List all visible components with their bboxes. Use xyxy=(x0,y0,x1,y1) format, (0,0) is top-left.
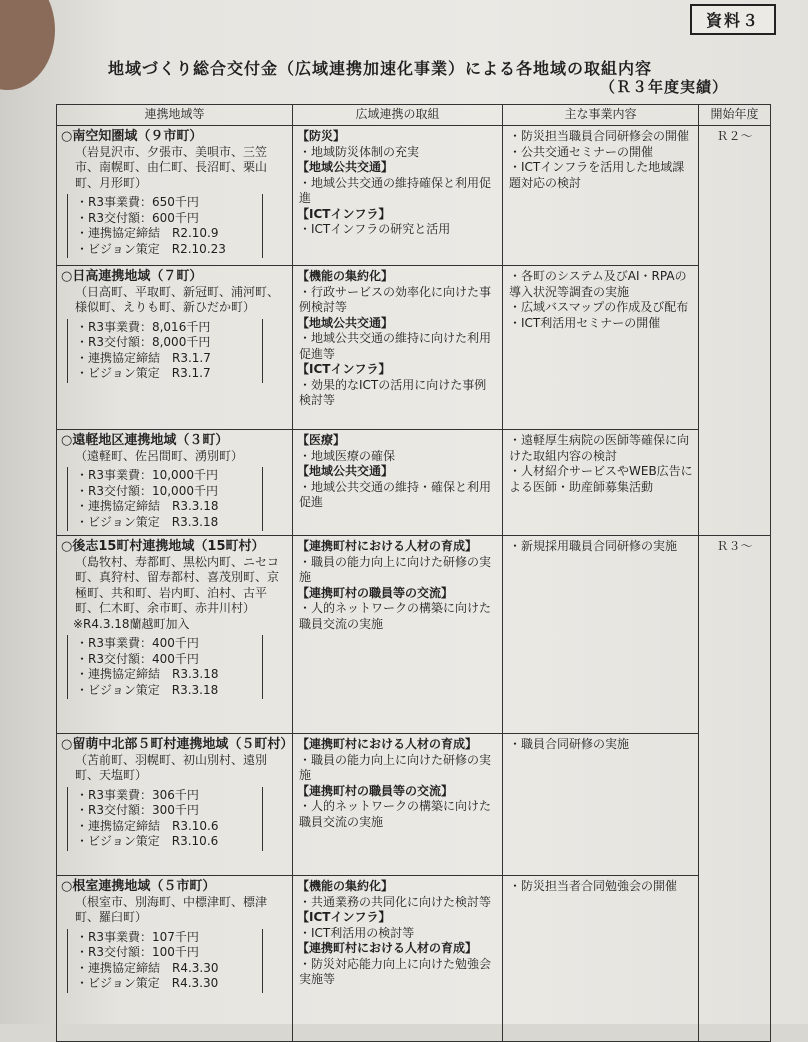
table-row xyxy=(57,536,771,734)
region-stats xyxy=(67,787,263,851)
effort-category: 【連携町村における人材の育成】 xyxy=(297,737,478,751)
stat-line: ・R3事業費：10,000千円 xyxy=(76,468,218,482)
effort-category: 【防災】 xyxy=(297,129,346,143)
region-cell xyxy=(57,876,293,1042)
region-name: ○根室連携地域（５市町） xyxy=(61,879,216,894)
project-item: ・防災担当職員合同研修会の開催 xyxy=(509,129,690,143)
project-item: ・遠軽厚生病院の医師等確保に向けた取組内容の検討 xyxy=(509,433,690,463)
projects-cell xyxy=(503,126,699,266)
table-row xyxy=(57,430,771,536)
effort-item: ・防災対応能力向上に向けた勉強会実施等 xyxy=(299,956,492,986)
region-members: （根室市、別海町、中標津町、標津町、羅臼町） xyxy=(75,894,268,924)
effort-item: ・行政サービスの効率化に向けた事例検討等 xyxy=(299,284,492,314)
region-note: ※R4.3.18蘭越町加入 xyxy=(73,616,190,631)
stat-line: ・連携協定締結 R3.3.18 xyxy=(76,499,219,513)
region-members: （遠軽町、佐呂間町、湧別町） xyxy=(75,448,244,463)
project-item: ・職員合同研修の実施 xyxy=(509,737,630,751)
effort-category: 【医療】 xyxy=(297,433,346,447)
region-cell xyxy=(57,536,293,734)
header-efforts: 広域連携の取組 xyxy=(293,105,503,126)
effort-category: 【連携町村の職員等の交流】 xyxy=(297,783,454,798)
effort-item: ・職員の能力向上に向けた研修の実施 xyxy=(299,554,492,584)
header-start-year: 開始年度 xyxy=(699,105,771,126)
project-item: ・防災担当者合同勉強会の開催 xyxy=(509,879,678,893)
stat-line: ・ビジョン策定 R2.10.23 xyxy=(76,241,226,256)
stat-line: ・R3交付額：300千円 xyxy=(76,803,199,817)
effort-category: 【機能の集約化】 xyxy=(297,269,394,283)
region-stats xyxy=(67,635,263,699)
table-row xyxy=(57,734,771,876)
stat-line: ・R3事業費：400千円 xyxy=(76,636,199,650)
effort-item: ・地域医療の確保 xyxy=(299,448,396,463)
region-name: ○遠軽地区連携地域（３町） xyxy=(61,433,229,448)
project-item: ・ICT利活用セミナーの開催 xyxy=(509,315,661,330)
stat-line: ・ビジョン策定 R3.1.7 xyxy=(76,366,211,380)
region-stats xyxy=(67,467,263,531)
region-members: （岩見沢市、夕張市、美唄市、三笠市、南幌町、由仁町、長沼町、栗山町、月形町） xyxy=(75,144,268,190)
project-item: ・人材紹介サービスやWEB広告による医師・助産師募集活動 xyxy=(509,464,693,494)
stat-line: ・ビジョン策定 R4.3.30 xyxy=(76,976,219,990)
header-projects: 主な事業内容 xyxy=(503,105,699,126)
effort-category: 【機能の集約化】 xyxy=(297,879,394,893)
region-members: （日高町、平取町、新冠町、浦河町、様似町、えりも町、新ひだか町） xyxy=(75,284,280,314)
effort-category: 【連携町村の職員等の交流】 xyxy=(297,585,454,600)
region-name: ○南空知圏域（９市町） xyxy=(61,129,203,144)
stat-line: ・連携協定締結 R3.1.7 xyxy=(76,350,211,365)
effort-item: ・地域公共交通の維持に向けた利用促進等 xyxy=(299,331,492,361)
projects-cell xyxy=(503,536,699,734)
stat-line: ・R3事業費：306千円 xyxy=(76,787,199,802)
stat-line: ・R3交付額：100千円 xyxy=(76,945,199,959)
effort-item: ・人的ネットワークの構築に向けた職員交流の実施 xyxy=(299,799,492,829)
table-row xyxy=(57,876,771,1042)
document-tag: 資料３ xyxy=(690,4,776,35)
efforts-cell xyxy=(293,536,503,734)
regions-table xyxy=(56,104,771,1042)
table-row xyxy=(57,126,771,266)
region-cell xyxy=(57,266,293,430)
region-cell xyxy=(57,734,293,876)
project-item: ・各町のシステム及びAI・RPAの導入状況等調査の実施 xyxy=(509,269,687,299)
effort-item: ・地域公共交通の維持・確保と利用促進 xyxy=(299,479,492,509)
header-region: 連携地域等 xyxy=(57,105,293,126)
project-item: ・広域バスマップの作成及び配布 xyxy=(509,300,689,314)
stat-line: ・連携協定締結 R2.10.9 xyxy=(76,226,219,240)
stat-line: ・R3交付額：10,000千円 xyxy=(76,483,218,498)
region-members: （苫前町、羽幌町、初山別村、遠別町、天塩町） xyxy=(75,752,268,782)
efforts-cell xyxy=(293,126,503,266)
projects-cell xyxy=(503,430,699,536)
stat-line: ・R3交付額：8,000千円 xyxy=(76,335,211,349)
effort-category: 【地域公共交通】 xyxy=(297,315,394,330)
finger-shadow xyxy=(0,0,55,90)
table-header-row xyxy=(57,105,771,126)
stat-line: ・R3事業費：650千円 xyxy=(76,195,199,209)
region-stats xyxy=(67,319,263,383)
stat-line: ・連携協定締結 R3.3.18 xyxy=(76,667,219,681)
projects-cell xyxy=(503,734,699,876)
document-title: 地域づくり総合交付金（広域連携加速化事業）による各地域の取組内容 xyxy=(108,59,653,78)
stat-line: ・ビジョン策定 R3.3.18 xyxy=(76,514,219,529)
effort-category: 【ICTインフラ】 xyxy=(297,206,391,221)
projects-cell xyxy=(503,266,699,430)
stat-line: ・ビジョン策定 R3.3.18 xyxy=(76,682,219,697)
project-item: ・ICTインフラを活用した地域課題対応の検討 xyxy=(509,160,685,190)
effort-category: 【ICTインフラ】 xyxy=(297,910,391,924)
effort-item: ・共通業務の共同化に向けた検討等 xyxy=(299,894,492,909)
efforts-cell xyxy=(293,876,503,1042)
effort-category: 【地域公共交通】 xyxy=(297,160,394,174)
project-item: ・新規採用職員合同研修の実施 xyxy=(509,539,678,553)
region-members: （島牧村、寿都町、黒松内町、ニセコ町、真狩村、留寿都村、喜茂別町、京極町、共和町、岩内町、泊村、古平町、仁木町、余市町、赤井川村） xyxy=(75,554,280,615)
stat-line: ・R3事業費：8,016千円 xyxy=(76,319,211,334)
effort-item: ・職員の能力向上に向けた研修の実施 xyxy=(299,752,492,782)
effort-item: ・地域公共交通の維持確保と利用促進 xyxy=(299,175,492,205)
effort-category: 【連携町村における人材の育成】 xyxy=(297,941,478,955)
projects-cell xyxy=(503,876,699,1042)
efforts-cell xyxy=(293,734,503,876)
stat-line: ・ビジョン策定 R3.10.6 xyxy=(76,834,219,848)
region-name: ○留萌中北部５町村連携地域（５町村） xyxy=(61,737,294,752)
stat-line: ・R3事業費：107千円 xyxy=(76,929,199,944)
project-item: ・公共交通セミナーの開催 xyxy=(509,144,654,159)
region-name: ○後志15町村連携地域（15町村） xyxy=(61,539,265,554)
region-cell xyxy=(57,430,293,536)
stat-line: ・R3交付額：400千円 xyxy=(76,651,199,666)
effort-category: 【連携町村における人材の育成】 xyxy=(297,539,478,553)
stat-line: ・連携協定締結 R4.3.30 xyxy=(76,960,219,975)
effort-item: ・ICT利活用の検討等 xyxy=(299,925,415,940)
effort-item: ・ICTインフラの研究と活用 xyxy=(299,222,451,236)
efforts-cell xyxy=(293,430,503,536)
document-subtitle: （Ｒ３年度実績） xyxy=(600,78,729,96)
start-year-cell: Ｒ２～ xyxy=(699,126,771,536)
stat-line: ・連携協定締結 R3.10.6 xyxy=(76,818,219,833)
efforts-cell xyxy=(293,266,503,430)
region-cell xyxy=(57,126,293,266)
region-stats xyxy=(67,194,263,258)
start-year-cell: Ｒ３～ xyxy=(699,536,771,1042)
effort-category: 【地域公共交通】 xyxy=(297,464,394,478)
effort-item: ・地域防災体制の充実 xyxy=(299,144,420,159)
stat-line: ・R3交付額：600千円 xyxy=(76,210,199,225)
region-name: ○日高連携地域（７町） xyxy=(61,269,203,284)
table-row xyxy=(57,266,771,430)
effort-item: ・効果的なICTの活用に向けた事例検討等 xyxy=(299,377,487,407)
effort-item: ・人的ネットワークの構築に向けた職員交流の実施 xyxy=(299,601,492,631)
region-stats xyxy=(67,929,263,993)
effort-category: 【ICTインフラ】 xyxy=(297,362,391,376)
